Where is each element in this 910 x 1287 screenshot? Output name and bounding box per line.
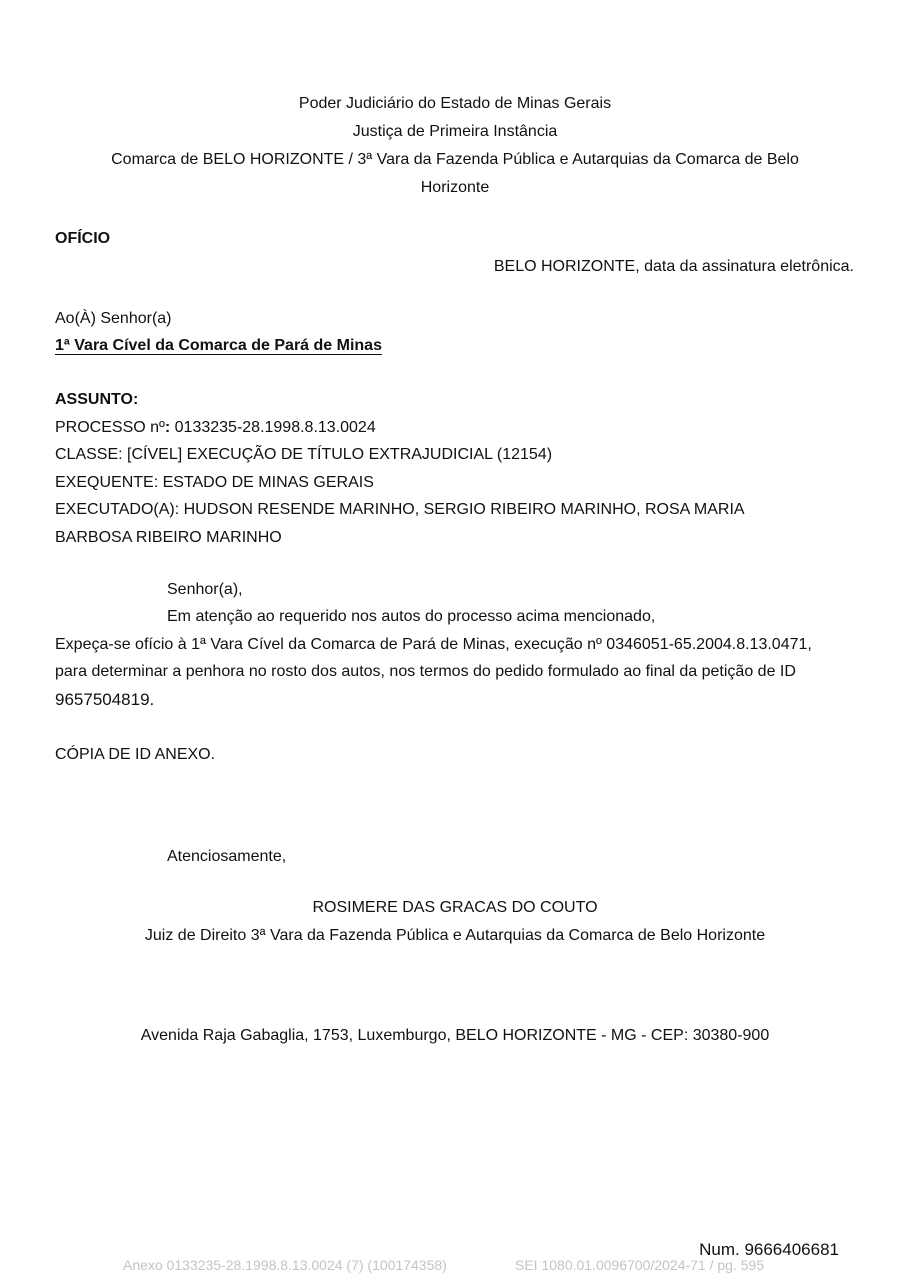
exequente-line: EXEQUENTE: ESTADO DE MINAS GERAIS [55,474,374,491]
date-line: BELO HORIZONTE, data da assinatura eletrônica. [493,258,854,275]
sei-page-reference: SEI 1080.01.0096700/2024-71 / pg. 595 [515,1257,765,1273]
subject-heading: ASSUNTO: [55,391,139,408]
executado-line: EXECUTADO(A): HUDSON RESENDE MARINHO, SERGIO RIBEIRO MARINHO, ROSA MARIA [55,501,745,518]
executado-line-continued: BARBOSA RIBEIRO MARINHO [55,529,282,546]
annex-reference: Anexo 0133235-28.1998.8.13.0024 (7) (100174358) [123,1257,447,1273]
recipient-salutation: Ao(À) Senhor(a) [55,310,172,327]
signer-title: Juiz de Direito 3ª Vara da Fazenda Pública e Autarquias da Comarca de Belo Horizonte [144,927,766,944]
body-greeting: Senhor(a), [167,581,243,598]
body-paragraph-line-1: Expeça-se ofício à 1ª Vara Cível da Comarca de Pará de Minas, execução nº 0346051-65.2004.8.13.0471, [55,636,812,653]
doc-type-title: OFÍCIO [55,230,111,247]
header-comarca-continued: Horizonte [420,179,490,196]
body-paragraph-line-3: 9657504819. [55,690,155,709]
document-number: Num. 9666406681 [699,1240,839,1259]
header-instance: Justiça de Primeira Instância [352,123,558,140]
recipient-name: 1ª Vara Cível da Comarca de Pará de Minas [55,337,382,354]
closing-regards: Atenciosamente, [167,848,287,865]
processo-colon: : [164,419,171,436]
header-comarca: Comarca de BELO HORIZONTE / 3ª Vara da Fazenda Pública e Autarquias da Comarca de Belo [111,151,799,168]
body-intro: Em atenção ao requerido nos autos do processo acima mencionado, [167,608,656,625]
processo-label: PROCESSO nº [55,419,165,436]
body-paragraph-line-2: para determinar a penhora no rosto dos autos, nos termos do pedido formulado ao final da petição de ID [55,663,796,680]
court-address: Avenida Raja Gabaglia, 1753, Luxemburgo, BELO HORIZONTE - MG - CEP: 30380-900 [140,1027,770,1044]
copy-note: CÓPIA DE ID ANEXO. [55,746,216,763]
processo-line [55,419,376,437]
classe-line: CLASSE: [CÍVEL] EXECUÇÃO DE TÍTULO EXTRAJUDICIAL (12154) [55,446,553,463]
header-court-name: Poder Judiciário do Estado de Minas Gerais [298,95,612,112]
processo-value: 0133235-28.1998.8.13.0024 [170,419,376,436]
signer-name: ROSIMERE DAS GRACAS DO COUTO [312,899,598,916]
